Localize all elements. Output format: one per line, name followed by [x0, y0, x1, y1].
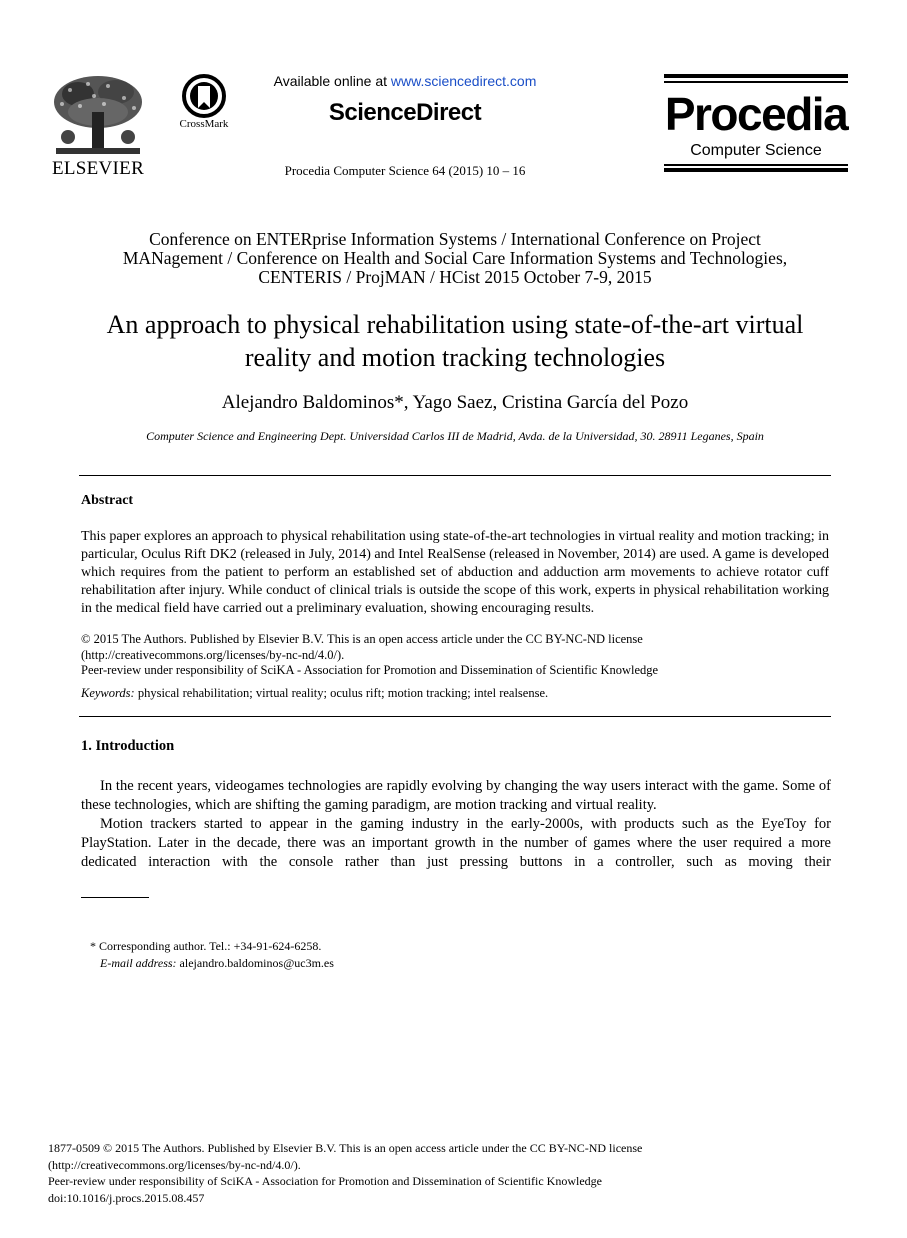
abstract-top-rule — [79, 475, 831, 476]
procedia-brand: Procedia — [664, 88, 848, 140]
elsevier-tree-icon — [48, 72, 148, 158]
available-online-prefix: Available online at — [273, 73, 391, 89]
introduction-paragraph: In the recent years, videogames technologies are rapidly evolving by changing the way users interact with the game. Some of these technologies, which are shifting the gaming paradigm, are motion tracking and virtual reality. — [81, 778, 831, 813]
abstract-heading: Abstract — [81, 493, 134, 508]
conference-line: Conference on ENTERprise Information Systems / International Conference on Project — [149, 229, 761, 249]
procedia-bottom-rule-thin — [664, 164, 848, 166]
crossmark-label: CrossMark — [179, 118, 229, 130]
keywords — [81, 686, 829, 701]
copyright-line: © 2015 The Authors. Published by Elsevier B.V. This is an open access article under the CC BY-NC-ND license — [81, 632, 643, 646]
bottom-license-link[interactable]: (http://creativecommons.org/licenses/by-nc-nd/4.0/). — [48, 1157, 301, 1172]
keywords-label: Keywords: — [81, 686, 135, 700]
abstract-bottom-rule — [79, 716, 831, 717]
sciencedirect-link[interactable]: www.sciencedirect.com — [390, 73, 537, 89]
sciencedirect-brand: ScienceDirect — [328, 99, 482, 126]
elsevier-logo — [48, 72, 148, 182]
paper-title-line: An approach to physical rehabilitation using state-of-the-art virtual — [106, 310, 804, 339]
issn-license-line: 1877-0509 © 2015 The Authors. Published by Elsevier B.V. This is an open access article under the CC BY-NC-ND license — [48, 1141, 643, 1155]
crossmark-badge[interactable] — [168, 74, 240, 134]
email-label: E-mail address: — [100, 956, 177, 970]
paper-title-line: reality and motion tracking technologies — [244, 343, 666, 372]
paper-title — [60, 308, 850, 374]
footnote-rule — [81, 897, 149, 898]
license-link[interactable]: (http://creativecommons.org/licenses/by-nc-nd/4.0/). — [81, 647, 345, 662]
peer-review-line: Peer-review under responsibility of SciKA - Association for Promotion and Dissemination of Scientific Knowledge — [81, 663, 659, 677]
affiliation: Computer Science and Engineering Dept. Universidad Carlos III de Madrid, Avda. de la Universidad, 30. 28911 Leganes, Spain — [146, 429, 764, 443]
abstract-body: This paper explores an approach to physical rehabilitation using state-of-the-art technologies in virtual reality and motion tracking; in particular, Oculus Rift DK2 (released in July, 2014) and Intel RealSense (released in November, 2014) are used. A game is developed which requires from the patient to perform an established set of abduction and adduction arm movements to achieve rotator cuff rehabilitation after injury. While conduct of clinical trials is outside the scope of this work, experts in physical rehabilitation working in the medical field have carried out a preliminary evaluation, showing encouraging results. — [81, 529, 829, 616]
bottom-peer-review-line: Peer-review under responsibility of SciKA - Association for Promotion and Dissemination of Scientific Knowledge — [48, 1174, 602, 1188]
publisher-logo-text: ELSEVIER — [51, 158, 145, 179]
doi[interactable]: doi:10.1016/j.procs.2015.08.457 — [48, 1190, 205, 1205]
email-note — [90, 955, 790, 972]
introduction-paragraph: Motion trackers started to appear in the gaming industry in the early-2000s, with products such as the EyeToy for PlayStation. Later in the decade, there was an important growth in the number of games where the user required a more dedicated interaction with the console rather than just pressing buttons in a controller, such as moving their — [81, 816, 831, 870]
conference-line: MANagement / Conference on Health and Social Care Information Systems and Technologies, — [122, 248, 788, 268]
introduction-heading: 1. Introduction — [81, 738, 175, 754]
bottom-publication-info — [48, 1140, 848, 1206]
conference-name — [70, 230, 840, 287]
corresponding-author-note: * Corresponding author. Tel.: +34-91-624-6258. — [90, 939, 322, 953]
crossmark-icon — [182, 74, 226, 118]
procedia-bottom-rule — [664, 168, 848, 172]
conference-line: CENTERIS / ProjMAN / HCist 2015 October 7-9, 2015 — [258, 267, 652, 287]
available-online-line — [255, 73, 555, 89]
authors: Alejandro Baldominos*, Yago Saez, Cristina García del Pozo — [221, 392, 689, 413]
email-address[interactable]: alejandro.baldominos@uc3m.es — [176, 956, 334, 970]
procedia-top-rule-thin — [664, 81, 848, 83]
procedia-subtitle: Computer Science — [690, 142, 822, 159]
procedia-logo — [664, 74, 848, 172]
copyright-notice — [81, 632, 829, 679]
introduction-body — [81, 777, 831, 872]
footnotes — [90, 938, 790, 972]
keywords-list: physical rehabilitation; virtual reality; oculus rift; motion tracking; intel realsense. — [134, 686, 549, 700]
procedia-top-rule — [664, 74, 848, 78]
journal-reference: Procedia Computer Science 64 (2015) 10 – 16 — [284, 163, 526, 178]
